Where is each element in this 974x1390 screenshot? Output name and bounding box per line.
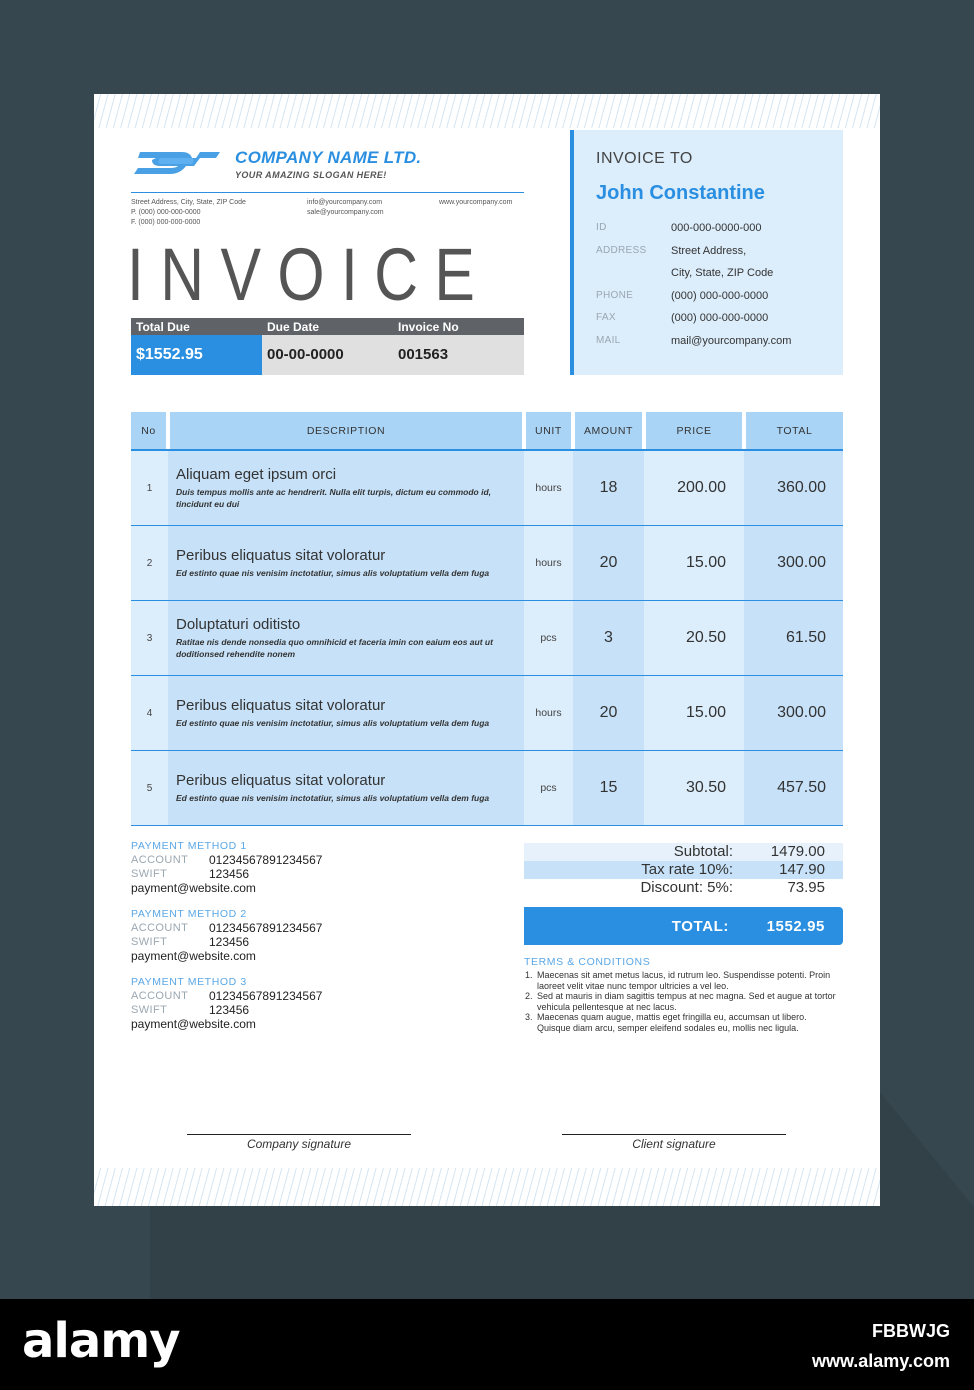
row-no: 5 [131, 751, 168, 825]
client-address-row-2 [596, 267, 773, 279]
alamy-logo: alamy [22, 1313, 180, 1369]
row-title: Peribus eliquatus sitat voloratur [176, 547, 386, 564]
table-row [131, 526, 843, 601]
account-label: ACCOUNT [131, 854, 189, 866]
table-row [131, 601, 843, 676]
col-header-unit: UNIT [526, 412, 571, 449]
swift-code: 123456 [209, 935, 250, 949]
company-website: www.yourcompany.com [439, 199, 513, 206]
row-total: 300.00 [744, 526, 843, 600]
col-header-no: No [131, 412, 166, 449]
tax-row [524, 861, 843, 879]
client-id-row [596, 222, 762, 234]
company-logo-icon [130, 146, 222, 180]
client-signature-line: Client signature [562, 1134, 786, 1151]
row-no: 3 [131, 601, 168, 675]
client-id-label: ID [596, 222, 607, 233]
subtotal-value: 1479.00 [770, 843, 825, 860]
top-hatch-border [94, 94, 880, 128]
company-email-sale: sale@yourcompany.com [307, 209, 384, 216]
stock-footer-bar [0, 1299, 974, 1390]
row-no: 2 [131, 526, 168, 600]
discount-label: Discount: 5%: [640, 879, 733, 896]
account-number: 01234567891234567 [209, 921, 323, 935]
terms-item: 2. Sed at mauris in diam sagittis tempus at nec magna. Sed et augue at tortor vehicula pellentesque at nec lacus. [535, 991, 836, 1012]
tax-label: Tax rate 10%: [641, 861, 733, 878]
invoice-no-label: Invoice No [398, 320, 459, 334]
row-total: 61.50 [744, 601, 843, 675]
company-email-block [307, 198, 384, 218]
terms-title: TERMS & CONDITIONS [524, 956, 651, 968]
client-phone-label: PHONE [596, 290, 634, 301]
terms-item: 1. Maecenas sit amet metus lacus, id rutrum leo. Suspendisse potenti. Proin laoreet velit vitae nunc tempor ultricies a vel leo. [535, 970, 836, 991]
total-due-label: Total Due [136, 320, 190, 334]
company-name: COMPANY NAME LTD. [235, 148, 422, 167]
row-amount: 18 [573, 451, 644, 525]
table-row [131, 751, 843, 826]
payment-title: PAYMENT METHOD 2 [131, 908, 247, 920]
discount-row [524, 879, 843, 897]
payment-email: payment@website.com [131, 949, 256, 963]
swift-label: SWIFT [131, 1004, 168, 1016]
company-phone: P. (000) 000-000-0000 [131, 209, 201, 216]
row-description [168, 601, 524, 675]
tax-value: 147.90 [779, 861, 825, 878]
client-phone-row [596, 290, 768, 302]
subtotal-label: Subtotal: [673, 843, 733, 860]
swift-label: SWIFT [131, 936, 168, 948]
header-divider [131, 192, 524, 193]
payment-email: payment@website.com [131, 881, 256, 895]
swift-code: 123456 [209, 1003, 250, 1017]
company-fax: F. (000) 000-000-0000 [131, 219, 201, 226]
bottom-hatch-border [94, 1168, 880, 1206]
col-header-amount: AMOUNT [575, 412, 642, 449]
row-detail: Ratitae nis dende nonsedia quo omnihicid et faceria imin con eaium eos aut ut doditionsed rehendite nonem [176, 637, 493, 659]
row-price: 20.50 [644, 601, 744, 675]
swift-code: 123456 [209, 867, 250, 881]
company-signature-line: Company signature [187, 1134, 411, 1151]
account-number: 01234567891234567 [209, 989, 323, 1003]
row-price: 30.50 [644, 751, 744, 825]
row-total: 457.50 [744, 751, 843, 825]
row-amount: 20 [573, 526, 644, 600]
grand-total-label: TOTAL: [671, 917, 729, 935]
invoice-title: INVOICE [127, 233, 492, 316]
invoice-to-title: INVOICE TO [596, 150, 693, 167]
client-fax: (000) 000-000-0000 [671, 312, 769, 324]
stock-website: www.alamy.com [811, 1351, 950, 1371]
account-label: ACCOUNT [131, 922, 189, 934]
row-unit: hours [524, 526, 573, 600]
payment-email: payment@website.com [131, 1017, 256, 1031]
company-slogan: YOUR AMAZING SLOGAN HERE! [235, 170, 387, 180]
row-amount: 20 [573, 676, 644, 750]
client-fax-row [596, 312, 768, 324]
table-row [131, 451, 843, 526]
row-no: 1 [131, 451, 168, 525]
grand-total-bar [524, 907, 843, 945]
row-description [168, 676, 524, 750]
row-title: Doluptaturi oditisto [176, 616, 301, 633]
discount-value: 73.95 [787, 879, 825, 896]
payment-method-2 [131, 908, 322, 964]
row-total: 300.00 [744, 676, 843, 750]
row-unit: hours [524, 676, 573, 750]
subtotal-row [524, 843, 843, 861]
col-header-description: DESCRIPTION [170, 412, 522, 449]
account-label: ACCOUNT [131, 990, 189, 1002]
client-mail: mail@yourcompany.com [671, 335, 792, 347]
due-date-value: 00-00-0000 [262, 335, 393, 375]
payment-method-1 [131, 840, 322, 896]
payment-title: PAYMENT METHOD 1 [131, 840, 247, 852]
due-date-label: Due Date [267, 320, 320, 334]
company-email-info: info@yourcompany.com [307, 199, 383, 206]
payment-title: PAYMENT METHOD 3 [131, 976, 247, 988]
row-price: 200.00 [644, 451, 744, 525]
col-header-total: TOTAL [746, 412, 843, 449]
row-unit: pcs [524, 751, 573, 825]
row-description [168, 751, 524, 825]
stock-image-id: FBBWJG [872, 1321, 950, 1341]
invoice-page [94, 94, 880, 1206]
client-address-line1: Street Address, [671, 245, 747, 257]
row-description [168, 451, 524, 525]
total-due-value: $1552.95 [131, 335, 262, 375]
client-address-label: ADDRESS [596, 245, 647, 256]
row-detail: Ed estinto quae nis venisim inctotatiur, simus alis voluptatium vella dem fuga [176, 568, 490, 578]
account-number: 01234567891234567 [209, 853, 323, 867]
table-row [131, 676, 843, 751]
client-name: John Constantine [596, 182, 765, 204]
row-total: 360.00 [744, 451, 843, 525]
row-title: Peribus eliquatus sitat voloratur [176, 697, 386, 714]
invoice-to-box [570, 130, 843, 375]
terms-item: 3. Maecenas quam augue, mattis eget fringilla eu, accumsan ut libero. Quisque diam arcu, semper eleifend sodales eu, mollis nec ligula. [535, 1012, 836, 1033]
due-summary [131, 318, 524, 375]
row-no: 4 [131, 676, 168, 750]
client-mail-row [596, 335, 791, 347]
payment-method-3 [131, 976, 322, 1032]
row-title: Peribus eliquatus sitat voloratur [176, 772, 386, 789]
row-title: Aliquam eget ipsum orci [176, 466, 337, 483]
row-price: 15.00 [644, 526, 744, 600]
row-unit: pcs [524, 601, 573, 675]
client-phone: (000) 000-000-0000 [671, 290, 769, 302]
row-amount: 15 [573, 751, 644, 825]
row-description [168, 526, 524, 600]
row-detail: Ed estinto quae nis venisim inctotatiur, simus alis voluptatium vella dem fuga [176, 718, 490, 728]
client-mail-label: MAIL [596, 335, 621, 346]
client-fax-label: FAX [596, 312, 616, 323]
company-address: Street Address, City, State, ZIP Code [131, 199, 246, 206]
col-header-price: PRICE [646, 412, 742, 449]
client-id: 000-000-0000-000 [671, 222, 762, 234]
invoice-no-value: 001563 [393, 335, 524, 375]
row-amount: 3 [573, 601, 644, 675]
swift-label: SWIFT [131, 868, 168, 880]
row-detail: Duis tempus mollis ante ac hendrerit. Nulla elit turpis, dictum eu commodo id, tincidunt eu dui [176, 487, 492, 509]
client-address-line2: City, State, ZIP Code [671, 267, 774, 279]
row-detail: Ed estinto quae nis venisim inctotatiur, simus alis voluptatium vella dem fuga [176, 793, 490, 803]
terms-conditions [524, 956, 836, 1033]
grand-total-value: 1552.95 [766, 917, 825, 935]
row-price: 15.00 [644, 676, 744, 750]
company-address-block [131, 198, 246, 228]
client-address-row [596, 245, 746, 257]
totals-block [524, 843, 843, 945]
row-unit: hours [524, 451, 573, 525]
